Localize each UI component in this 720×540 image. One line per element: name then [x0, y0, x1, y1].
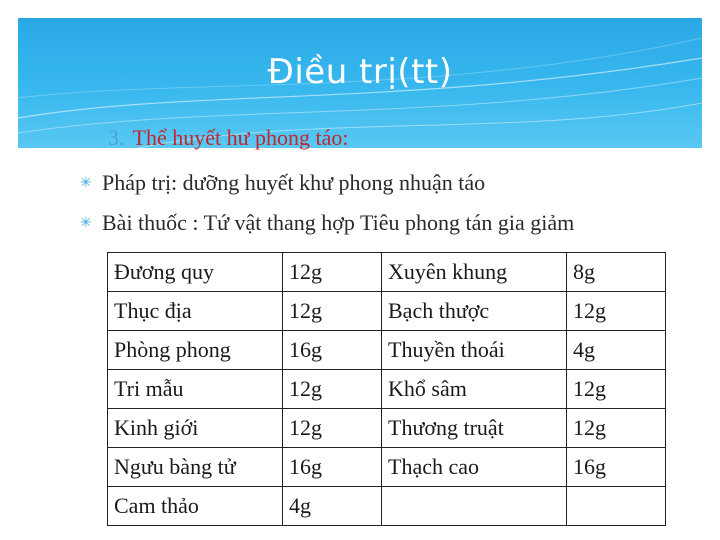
herb-dose-cell: 12g — [567, 370, 666, 409]
subheading-number: 3. — [108, 125, 125, 150]
herb-name-cell: Tri mẫu — [108, 370, 283, 409]
asterisk-bullet-icon: ✳ — [80, 216, 92, 231]
herb-dose-cell: 12g — [283, 292, 382, 331]
table-row — [108, 253, 666, 292]
herb-dose-cell: 4g — [567, 331, 666, 370]
herbs-table — [107, 252, 666, 526]
slide-title: Điều trị(tt) — [267, 52, 453, 92]
herb-name-cell: Đương quy — [108, 253, 283, 292]
table-row — [108, 487, 666, 526]
herb-dose-cell: 12g — [567, 409, 666, 448]
herb-name-cell: Bạch thược — [382, 292, 567, 331]
herb-dose-cell: 16g — [283, 448, 382, 487]
herb-dose-cell: 16g — [283, 331, 382, 370]
herb-name-cell: Kinh giới — [108, 409, 283, 448]
table-row — [108, 448, 666, 487]
herb-dose-cell: 8g — [567, 253, 666, 292]
herb-dose-cell: 12g — [283, 253, 382, 292]
table-row — [108, 292, 666, 331]
herb-dose-cell: 12g — [283, 370, 382, 409]
table-row — [108, 370, 666, 409]
empty-cell — [382, 487, 567, 526]
herb-name-cell: Cam thảo — [108, 487, 283, 526]
herb-dose-cell: 12g — [283, 409, 382, 448]
subheading — [108, 125, 349, 151]
table-row — [108, 331, 666, 370]
bullet-text: Bài thuốc : Tứ vật thang hợp Tiêu phong tán gia giảm — [102, 210, 575, 235]
bullet-treatment-principle — [80, 170, 485, 196]
herb-name-cell: Xuyên khung — [382, 253, 567, 292]
herb-name-cell: Ngưu bàng tử — [108, 448, 283, 487]
herb-name-cell: Thục địa — [108, 292, 283, 331]
bullet-prescription — [80, 210, 574, 236]
subheading-text: Thể huyết hư phong táo: — [132, 125, 349, 150]
herb-name-cell: Thương truật — [382, 409, 567, 448]
asterisk-bullet-icon: ✳ — [80, 176, 92, 191]
herb-dose-cell: 16g — [567, 448, 666, 487]
herb-name-cell: Thạch cao — [382, 448, 567, 487]
table-row — [108, 409, 666, 448]
herb-dose-cell: 4g — [283, 487, 382, 526]
herb-name-cell: Thuyền thoái — [382, 331, 567, 370]
herb-dose-cell: 12g — [567, 292, 666, 331]
herb-name-cell: Phòng phong — [108, 331, 283, 370]
empty-cell — [567, 487, 666, 526]
herb-name-cell: Khổ sâm — [382, 370, 567, 409]
bullet-text: Pháp trị: dưỡng huyết khư phong nhuận táo — [102, 170, 486, 195]
